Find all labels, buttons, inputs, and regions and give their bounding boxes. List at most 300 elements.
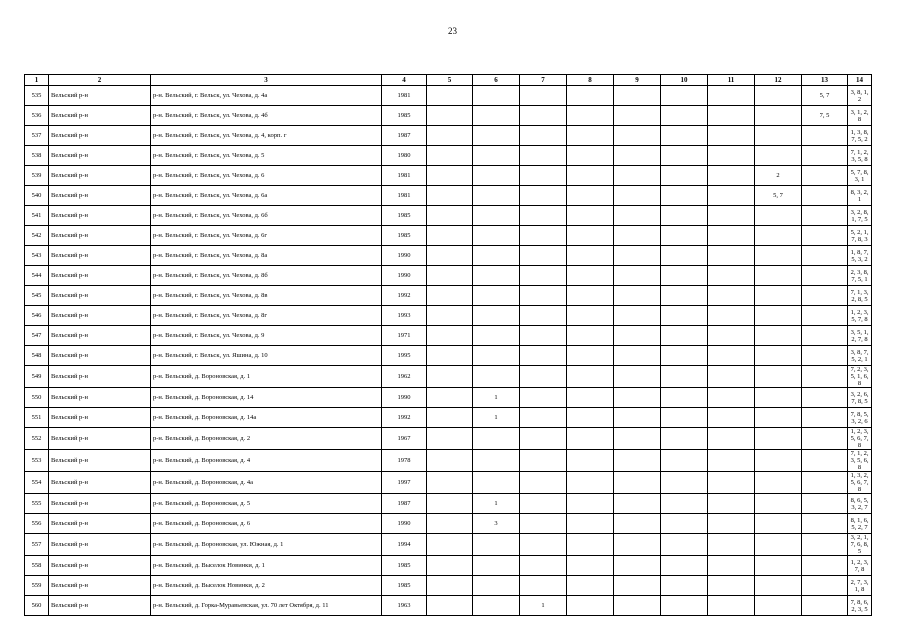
table-row [25,186,872,206]
row-number: 549 [25,366,49,388]
col9-cell [614,450,661,472]
address-cell: р-н. Вельский, д. Вороновская, д. 14 [151,388,382,408]
table-row [25,306,872,326]
col13-cell [802,388,848,408]
year-cell: 1985 [382,576,427,596]
district-cell: Вельский р-н [49,576,151,596]
col12-cell [755,86,802,106]
col10-cell [661,326,708,346]
column-header-9: 9 [614,75,661,86]
col11-cell [708,408,755,428]
col14-cell: 3, 2, 1, 7, 6, 8, 5 [848,534,872,556]
col13-cell [802,226,848,246]
year-cell: 1985 [382,206,427,226]
col13-cell [802,408,848,428]
district-cell: Вельский р-н [49,146,151,166]
address-cell: р-н. Вельский, г. Вельск, ул. Чехова, д. 6 [151,166,382,186]
col14-cell: 7, 1, 2, 3, 5, 6, 8 [848,450,872,472]
col14-cell: 7, 8, 5, 3, 2, 6 [848,408,872,428]
year-cell: 1995 [382,346,427,366]
col8-cell [567,166,614,186]
col9-cell [614,106,661,126]
row-number: 551 [25,408,49,428]
address-cell: р-н. Вельский, г. Вельск, ул. Чехова, д. 4б [151,106,382,126]
year-cell: 1992 [382,286,427,306]
col6-cell: 1 [473,388,520,408]
col8-cell [567,146,614,166]
col9-cell [614,494,661,514]
col11-cell [708,86,755,106]
col9-cell [614,472,661,494]
col9-cell [614,556,661,576]
col14-cell: 3, 2, 6, 7, 8, 5 [848,388,872,408]
table-row [25,246,872,266]
col8-cell [567,514,614,534]
row-number: 557 [25,534,49,556]
row-number: 556 [25,514,49,534]
col13-cell [802,126,848,146]
district-cell: Вельский р-н [49,450,151,472]
year-cell: 1987 [382,494,427,514]
district-cell: Вельский р-н [49,226,151,246]
col12-cell [755,366,802,388]
col8-cell [567,428,614,450]
table-row [25,450,872,472]
address-cell: р-н. Вельский, д. Вороновская, д. 2 [151,428,382,450]
col11-cell [708,266,755,286]
col11-cell [708,106,755,126]
col13-cell [802,472,848,494]
address-cell: р-н. Вельский, д. Вороновская, д. 4 [151,450,382,472]
col11-cell [708,494,755,514]
col10-cell [661,388,708,408]
col13-cell [802,366,848,388]
col13-cell [802,494,848,514]
col12-cell [755,428,802,450]
col5-cell [427,428,473,450]
col14-cell: 1, 3, 2, 5, 6, 7, 8 [848,472,872,494]
col13-cell [802,576,848,596]
col13-cell [802,514,848,534]
col6-cell [473,596,520,616]
column-header-12: 12 [755,75,802,86]
year-cell: 1981 [382,166,427,186]
row-number: 546 [25,306,49,326]
col9-cell [614,226,661,246]
col8-cell [567,306,614,326]
table-row [25,556,872,576]
col7-cell [520,166,567,186]
col11-cell [708,246,755,266]
col11-cell [708,126,755,146]
column-header-10: 10 [661,75,708,86]
year-cell: 1967 [382,428,427,450]
col7-cell [520,534,567,556]
col14-cell: 7, 8, 6, 2, 3, 5 [848,596,872,616]
col6-cell [473,286,520,306]
col5-cell [427,186,473,206]
col12-cell [755,226,802,246]
col5-cell [427,346,473,366]
col7-cell [520,126,567,146]
col6-cell [473,534,520,556]
col9-cell [614,596,661,616]
row-number: 554 [25,472,49,494]
col13-cell [802,596,848,616]
district-cell: Вельский р-н [49,388,151,408]
col5-cell [427,576,473,596]
table-row [25,428,872,450]
row-number: 540 [25,186,49,206]
col5-cell [427,266,473,286]
col5-cell [427,326,473,346]
col7-cell [520,428,567,450]
col7-cell [520,106,567,126]
col8-cell [567,596,614,616]
col12-cell [755,450,802,472]
col5-cell [427,226,473,246]
district-cell: Вельский р-н [49,514,151,534]
column-header-14: 14 [848,75,872,86]
col11-cell [708,388,755,408]
col13-cell [802,450,848,472]
col5-cell [427,286,473,306]
address-cell: р-н. Вельский, г. Вельск, ул. Чехова, д. 6г [151,226,382,246]
row-number: 541 [25,206,49,226]
col11-cell [708,366,755,388]
address-cell: р-н. Вельский, г. Вельск, ул. Чехова, д. 4а [151,86,382,106]
col7-cell [520,326,567,346]
col14-cell: 8, 6, 5, 3, 2, 7 [848,494,872,514]
col13-cell [802,326,848,346]
col5-cell [427,514,473,534]
col6-cell [473,226,520,246]
col7-cell [520,226,567,246]
col7-cell [520,366,567,388]
address-cell: р-н. Вельский, д. Вороновская, ул. Южная, д. 1 [151,534,382,556]
column-header-13: 13 [802,75,848,86]
col6-cell [473,576,520,596]
page-number: 23 [448,26,457,36]
col12-cell [755,106,802,126]
col5-cell [427,246,473,266]
col8-cell [567,286,614,306]
address-cell: р-н. Вельский, г. Вельск, ул. Чехова, д. 9 [151,326,382,346]
col9-cell [614,246,661,266]
column-header-11: 11 [708,75,755,86]
year-cell: 1987 [382,126,427,146]
table-row [25,366,872,388]
col10-cell [661,596,708,616]
col7-cell [520,576,567,596]
row-number: 553 [25,450,49,472]
col14-cell: 3, 8, 1, 2 [848,86,872,106]
year-cell: 1980 [382,146,427,166]
col5-cell [427,166,473,186]
col12-cell [755,596,802,616]
col9-cell [614,534,661,556]
district-cell: Вельский р-н [49,86,151,106]
col11-cell [708,226,755,246]
col14-cell: 8, 1, 6, 5, 2, 7 [848,514,872,534]
col6-cell [473,206,520,226]
col10-cell [661,106,708,126]
col7-cell [520,494,567,514]
table-row [25,266,872,286]
col8-cell [567,388,614,408]
col13-cell [802,286,848,306]
year-cell: 1962 [382,366,427,388]
col5-cell [427,106,473,126]
col8-cell [567,346,614,366]
col6-cell: 1 [473,408,520,428]
col12-cell [755,126,802,146]
col8-cell [567,246,614,266]
col14-cell: 2, 3, 8, 7, 5, 1 [848,266,872,286]
col13-cell [802,428,848,450]
district-cell: Вельский р-н [49,266,151,286]
header-row [25,75,872,86]
col14-cell: 1, 3, 8, 7, 5, 2 [848,126,872,146]
col12-cell [755,494,802,514]
col13-cell [802,556,848,576]
address-cell: р-н. Вельский, г. Вельск, ул. Чехова, д. 6а [151,186,382,206]
col10-cell [661,428,708,450]
col5-cell [427,472,473,494]
table-row [25,326,872,346]
col6-cell [473,450,520,472]
col9-cell [614,266,661,286]
col8-cell [567,266,614,286]
row-number: 545 [25,286,49,306]
address-cell: р-н. Вельский, д. Выселок Новинки, д. 2 [151,576,382,596]
col7-cell [520,146,567,166]
col5-cell [427,450,473,472]
year-cell: 1992 [382,408,427,428]
col8-cell [567,450,614,472]
col6-cell [473,166,520,186]
address-cell: р-н. Вельский, г. Вельск, ул. Чехова, д. 4, корп. г [151,126,382,146]
row-number: 535 [25,86,49,106]
col13-cell [802,146,848,166]
col14-cell: 1, 2, 3, 5, 7, 8 [848,306,872,326]
col8-cell [567,106,614,126]
row-number: 547 [25,326,49,346]
table-row [25,596,872,616]
column-header-5: 5 [427,75,473,86]
col9-cell [614,206,661,226]
district-cell: Вельский р-н [49,186,151,206]
col12-cell [755,534,802,556]
col14-cell: 1, 2, 3, 5, 6, 7, 8 [848,428,872,450]
col11-cell [708,556,755,576]
district-cell: Вельский р-н [49,494,151,514]
col8-cell [567,226,614,246]
col7-cell [520,306,567,326]
col6-cell [473,86,520,106]
col8-cell [567,186,614,206]
table-row [25,166,872,186]
col8-cell [567,86,614,106]
table-row [25,534,872,556]
col9-cell [614,366,661,388]
col10-cell [661,534,708,556]
col8-cell [567,556,614,576]
col9-cell [614,86,661,106]
district-cell: Вельский р-н [49,472,151,494]
col11-cell [708,534,755,556]
col10-cell [661,450,708,472]
col10-cell [661,226,708,246]
col12-cell [755,346,802,366]
address-cell: р-н. Вельский, г. Вельск, ул. Чехова, д. 8б [151,266,382,286]
col12-cell [755,472,802,494]
col11-cell [708,166,755,186]
col14-cell: 1, 2, 3, 7, 8 [848,556,872,576]
col7-cell [520,346,567,366]
row-number: 536 [25,106,49,126]
col7-cell [520,246,567,266]
year-cell: 1994 [382,534,427,556]
col14-cell: 3, 8, 7, 5, 2, 1 [848,346,872,366]
col8-cell [567,206,614,226]
col9-cell [614,408,661,428]
col12-cell: 5, 7 [755,186,802,206]
col5-cell [427,534,473,556]
col6-cell [473,428,520,450]
row-number: 544 [25,266,49,286]
col6-cell [473,472,520,494]
column-header-3: 3 [151,75,382,86]
col14-cell: 7, 2, 3, 5, 1, 6, 8 [848,366,872,388]
table-row [25,206,872,226]
col12-cell [755,388,802,408]
col11-cell [708,306,755,326]
col14-cell: 5, 7, 8, 3, 1 [848,166,872,186]
col11-cell [708,428,755,450]
address-cell: р-н. Вельский, д. Вороновская, д. 6 [151,514,382,534]
col9-cell [614,126,661,146]
col6-cell [473,266,520,286]
district-cell: Вельский р-н [49,166,151,186]
table-row [25,126,872,146]
table-row [25,286,872,306]
district-cell: Вельский р-н [49,306,151,326]
col11-cell [708,576,755,596]
col10-cell [661,472,708,494]
year-cell: 1985 [382,226,427,246]
table-row [25,146,872,166]
col13-cell [802,186,848,206]
district-cell: Вельский р-н [49,206,151,226]
col10-cell [661,514,708,534]
district-cell: Вельский р-н [49,286,151,306]
col12-cell [755,206,802,226]
district-cell: Вельский р-н [49,408,151,428]
address-cell: р-н. Вельский, г. Вельск, ул. Чехова, д. 8г [151,306,382,326]
col13-cell [802,206,848,226]
col5-cell [427,126,473,146]
column-header-7: 7 [520,75,567,86]
district-cell: Вельский р-н [49,556,151,576]
col11-cell [708,596,755,616]
col7-cell [520,408,567,428]
year-cell: 1990 [382,514,427,534]
col10-cell [661,408,708,428]
col5-cell [427,388,473,408]
address-cell: р-н. Вельский, г. Вельск, ул. Чехова, д. 6б [151,206,382,226]
address-cell: р-н. Вельский, д. Горка-Муравьевская, ул. 70 лет Октября, д. 11 [151,596,382,616]
col7-cell [520,450,567,472]
col13-cell [802,534,848,556]
col12-cell [755,514,802,534]
address-cell: р-н. Вельский, д. Вороновская, д. 1 [151,366,382,388]
col9-cell [614,186,661,206]
table-row [25,346,872,366]
table-row [25,514,872,534]
year-cell: 1990 [382,266,427,286]
col13-cell [802,246,848,266]
table-row [25,494,872,514]
col9-cell [614,286,661,306]
col5-cell [427,86,473,106]
col9-cell [614,388,661,408]
col11-cell [708,472,755,494]
col10-cell [661,346,708,366]
table-row [25,472,872,494]
row-number: 542 [25,226,49,246]
col8-cell [567,366,614,388]
col5-cell [427,206,473,226]
col12-cell [755,266,802,286]
row-number: 559 [25,576,49,596]
col10-cell [661,266,708,286]
district-cell: Вельский р-н [49,346,151,366]
table-body [25,86,872,616]
col12-cell [755,576,802,596]
col13-cell [802,266,848,286]
col9-cell [614,326,661,346]
col7-cell [520,514,567,534]
district-cell: Вельский р-н [49,428,151,450]
row-number: 543 [25,246,49,266]
col9-cell [614,514,661,534]
col10-cell [661,576,708,596]
col11-cell [708,206,755,226]
col10-cell [661,494,708,514]
year-cell: 1981 [382,86,427,106]
col12-cell [755,408,802,428]
col14-cell: 2, 7, 3, 1, 8 [848,576,872,596]
col13-cell: 7, 5 [802,106,848,126]
col14-cell: 3, 2, 8, 1, 7, 5 [848,206,872,226]
col13-cell: 5, 7 [802,86,848,106]
col11-cell [708,186,755,206]
table-row [25,408,872,428]
col7-cell [520,286,567,306]
row-number: 539 [25,166,49,186]
year-cell: 1985 [382,106,427,126]
col10-cell [661,286,708,306]
table-row [25,86,872,106]
col6-cell [473,326,520,346]
col6-cell [473,146,520,166]
column-header-1: 1 [25,75,49,86]
district-cell: Вельский р-н [49,106,151,126]
col10-cell [661,306,708,326]
col14-cell: 7, 1, 2, 3, 5, 8 [848,146,872,166]
col10-cell [661,186,708,206]
